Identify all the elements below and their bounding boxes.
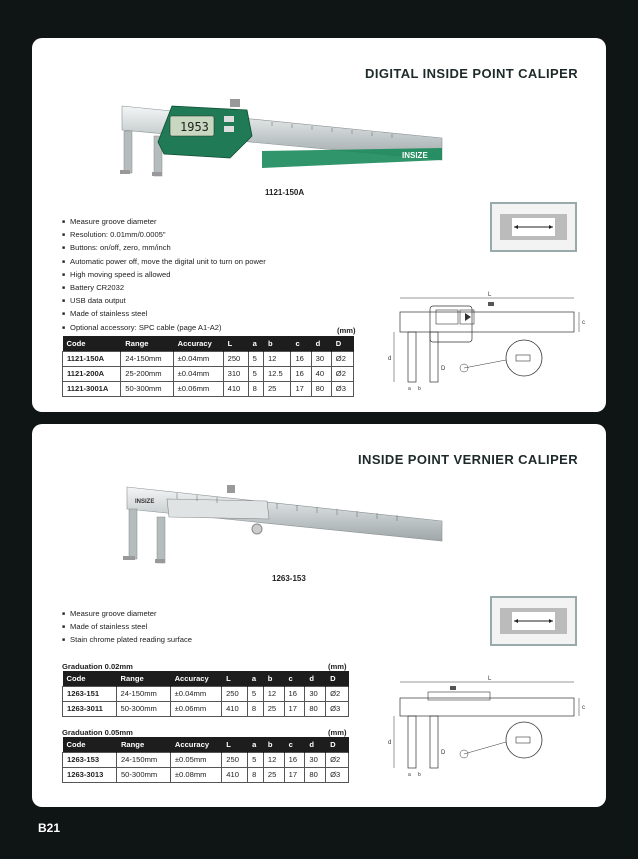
cell: 80 [305, 767, 326, 782]
header-range: Range [121, 336, 173, 351]
table-header-row [63, 671, 349, 686]
model-number: 1121-150A [265, 188, 305, 197]
feature-item: ■ Measure groove diameter [62, 216, 266, 229]
cell: ±0.06mm [170, 701, 222, 716]
cell: 5 [248, 752, 264, 767]
cell: 30 [305, 752, 326, 767]
dimension-drawing [384, 288, 584, 398]
moving-jaw-tip [155, 559, 165, 563]
cell: 80 [305, 701, 326, 716]
feature-item: ■ Measure groove diameter [62, 608, 192, 621]
cell: 24-150mm [116, 752, 170, 767]
cell: 1263-3011 [63, 701, 117, 716]
cell: Ø2 [326, 752, 349, 767]
lock-screw [252, 524, 262, 534]
dim-d: d [388, 356, 392, 362]
vernier-caliper-image [117, 479, 447, 584]
header-d: d [305, 737, 326, 752]
header-code: Code [63, 737, 117, 752]
brand-logo: INSIZE [135, 499, 155, 505]
dim-L: L [488, 676, 492, 682]
dim-b: b [418, 386, 421, 392]
cell: 17 [284, 767, 305, 782]
cell: 17 [291, 381, 311, 396]
cell: 410 [222, 701, 248, 716]
cell: 12 [263, 752, 284, 767]
cell: ±0.04mm [173, 351, 223, 366]
feature-item: ■ Automatic power off, move the digital unit to turn on power [62, 256, 266, 269]
header-b: b [263, 737, 284, 752]
cell: 12 [263, 686, 284, 701]
dim-a: a [408, 386, 411, 392]
dim-L: L [488, 292, 492, 298]
cell: Ø2 [331, 366, 353, 381]
dim-d: d [388, 740, 392, 746]
table-header-row [63, 336, 354, 351]
vernier-slider [167, 499, 269, 519]
cell: 16 [291, 351, 311, 366]
cell: 16 [291, 366, 311, 381]
feature-list [62, 608, 192, 648]
table-row [63, 701, 349, 716]
header-c: c [284, 671, 305, 686]
fixed-jaw [124, 131, 132, 173]
groove-thumbnail [490, 202, 577, 252]
cell: 80 [311, 381, 331, 396]
dim-D: D [441, 750, 446, 756]
dim-D: D [441, 366, 446, 372]
header-b: b [263, 336, 291, 351]
fixed-jaw-tip [120, 170, 130, 174]
fixed-jaw [129, 509, 137, 559]
table-header-row [63, 737, 349, 752]
cell: 30 [311, 351, 331, 366]
cell: 17 [284, 701, 305, 716]
cell: 30 [305, 686, 326, 701]
cell: 50-300mm [116, 767, 170, 782]
header-code: Code [63, 336, 121, 351]
header-d: d [311, 336, 331, 351]
cell: 8 [248, 381, 263, 396]
feature-item: ■ Resolution: 0.01mm/0.0005" [62, 229, 266, 242]
cell: 25 [263, 767, 284, 782]
cell: 16 [284, 686, 305, 701]
cell: 1263-3013 [63, 767, 117, 782]
cell: 5 [247, 686, 263, 701]
header-accuracy: Accuracy [170, 671, 222, 686]
cell: 50-300mm [121, 381, 173, 396]
cell: 24-150mm [121, 351, 173, 366]
table-row [63, 752, 349, 767]
dimension-drawing [384, 674, 584, 786]
cell: 1121-200A [63, 366, 121, 381]
header-b: b [263, 671, 284, 686]
cell: Ø2 [326, 686, 349, 701]
mode-button [224, 126, 234, 132]
header-L: L [222, 671, 248, 686]
graduation-label: Graduation 0.05mm [62, 728, 133, 737]
table-row [63, 686, 349, 701]
spec-table [62, 671, 349, 717]
cell: 50-300mm [116, 701, 170, 716]
cell: ±0.04mm [173, 366, 223, 381]
cell: 25-200mm [121, 366, 173, 381]
unit-label: (mm) [328, 728, 347, 737]
cell: 310 [223, 366, 248, 381]
model-number: 1263-153 [272, 574, 306, 583]
table-row [63, 767, 349, 782]
table-row [63, 351, 354, 366]
cell: 40 [311, 366, 331, 381]
cell: 12.5 [263, 366, 291, 381]
cell: ±0.08mm [170, 767, 221, 782]
cell: 16 [284, 752, 305, 767]
unit-label: (mm) [337, 326, 356, 335]
cell: Ø3 [326, 767, 349, 782]
header-L: L [223, 336, 248, 351]
cell: 5 [248, 351, 263, 366]
groove-icon [492, 598, 575, 644]
feature-item: ■ Battery CR2032 [62, 282, 266, 295]
section-title: DIGITAL INSIDE POINT CALIPER [365, 66, 578, 81]
cell: ±0.05mm [170, 752, 221, 767]
dim-c: c [582, 320, 585, 326]
cell: 24-150mm [116, 686, 170, 701]
groove-thumbnail [490, 596, 577, 646]
dim-a: a [408, 772, 411, 778]
header-code: Code [63, 671, 117, 686]
thumb-roller [227, 485, 235, 493]
graduation-label: Graduation 0.02mm [62, 662, 133, 671]
cell: 8 [247, 701, 263, 716]
cell: 1121-3001A [63, 381, 121, 396]
header-L: L [222, 737, 248, 752]
header-accuracy: Accuracy [173, 336, 223, 351]
thumb-roller [230, 99, 240, 107]
header-c: c [291, 336, 311, 351]
cell: ±0.06mm [173, 381, 223, 396]
cell: 250 [222, 686, 248, 701]
header-a: a [248, 336, 263, 351]
zero-button [224, 116, 234, 122]
cell: 1263-151 [63, 686, 117, 701]
header-range: Range [116, 671, 170, 686]
header-d: d [305, 671, 326, 686]
header-D: D [331, 336, 353, 351]
digital-caliper-card [32, 38, 606, 412]
spec-table [62, 737, 349, 783]
page-label: B21 [38, 821, 61, 835]
header-a: a [248, 737, 264, 752]
cell: 410 [223, 381, 248, 396]
dim-c: c [582, 705, 585, 711]
feature-item: ■ Made of stainless steel [62, 621, 192, 634]
spec-table [62, 336, 354, 397]
cell: 12 [263, 351, 291, 366]
cell: 1263-153 [63, 752, 117, 767]
feature-list [62, 216, 266, 335]
cell: 410 [222, 767, 248, 782]
vernier-caliper-card [32, 424, 606, 807]
cell: 8 [248, 767, 264, 782]
feature-item: ■ Made of stainless steel [62, 308, 266, 321]
moving-jaw-tip [152, 172, 162, 176]
cell: 1121-150A [63, 351, 121, 366]
header-D: D [326, 737, 349, 752]
brand-logo: INSIZE [402, 151, 428, 160]
table-row [63, 381, 354, 396]
fixed-jaw-tip [123, 556, 135, 560]
cell: Ø3 [331, 381, 353, 396]
cell: 5 [248, 366, 263, 381]
cell: Ø3 [326, 701, 349, 716]
header-range: Range [116, 737, 170, 752]
dim-b: b [418, 772, 421, 778]
cell: Ø2 [331, 351, 353, 366]
groove-icon [492, 204, 575, 250]
feature-item: ■ High moving speed is allowed [62, 269, 266, 282]
cell: 25 [263, 381, 291, 396]
unit-label: (mm) [328, 662, 347, 671]
table-row [63, 366, 354, 381]
feature-item: ■ Optional accessory: SPC cable (page A1-A2) [62, 322, 266, 335]
lcd-reading: 1953 [180, 120, 209, 134]
header-D: D [326, 671, 349, 686]
cell: 25 [263, 701, 284, 716]
cell: ±0.04mm [170, 686, 222, 701]
header-a: a [247, 671, 263, 686]
section-title: INSIDE POINT VERNIER CALIPER [358, 452, 578, 467]
feature-item: ■ Stain chrome plated reading surface [62, 634, 192, 647]
feature-item: ■ USB data output [62, 295, 266, 308]
feature-item: ■ Buttons: on/off, zero, mm/inch [62, 242, 266, 255]
cell: 250 [222, 752, 248, 767]
digital-caliper-image [112, 96, 447, 216]
cell: 250 [223, 351, 248, 366]
moving-jaw [157, 517, 165, 563]
header-c: c [284, 737, 305, 752]
header-accuracy: Accuracy [170, 737, 221, 752]
